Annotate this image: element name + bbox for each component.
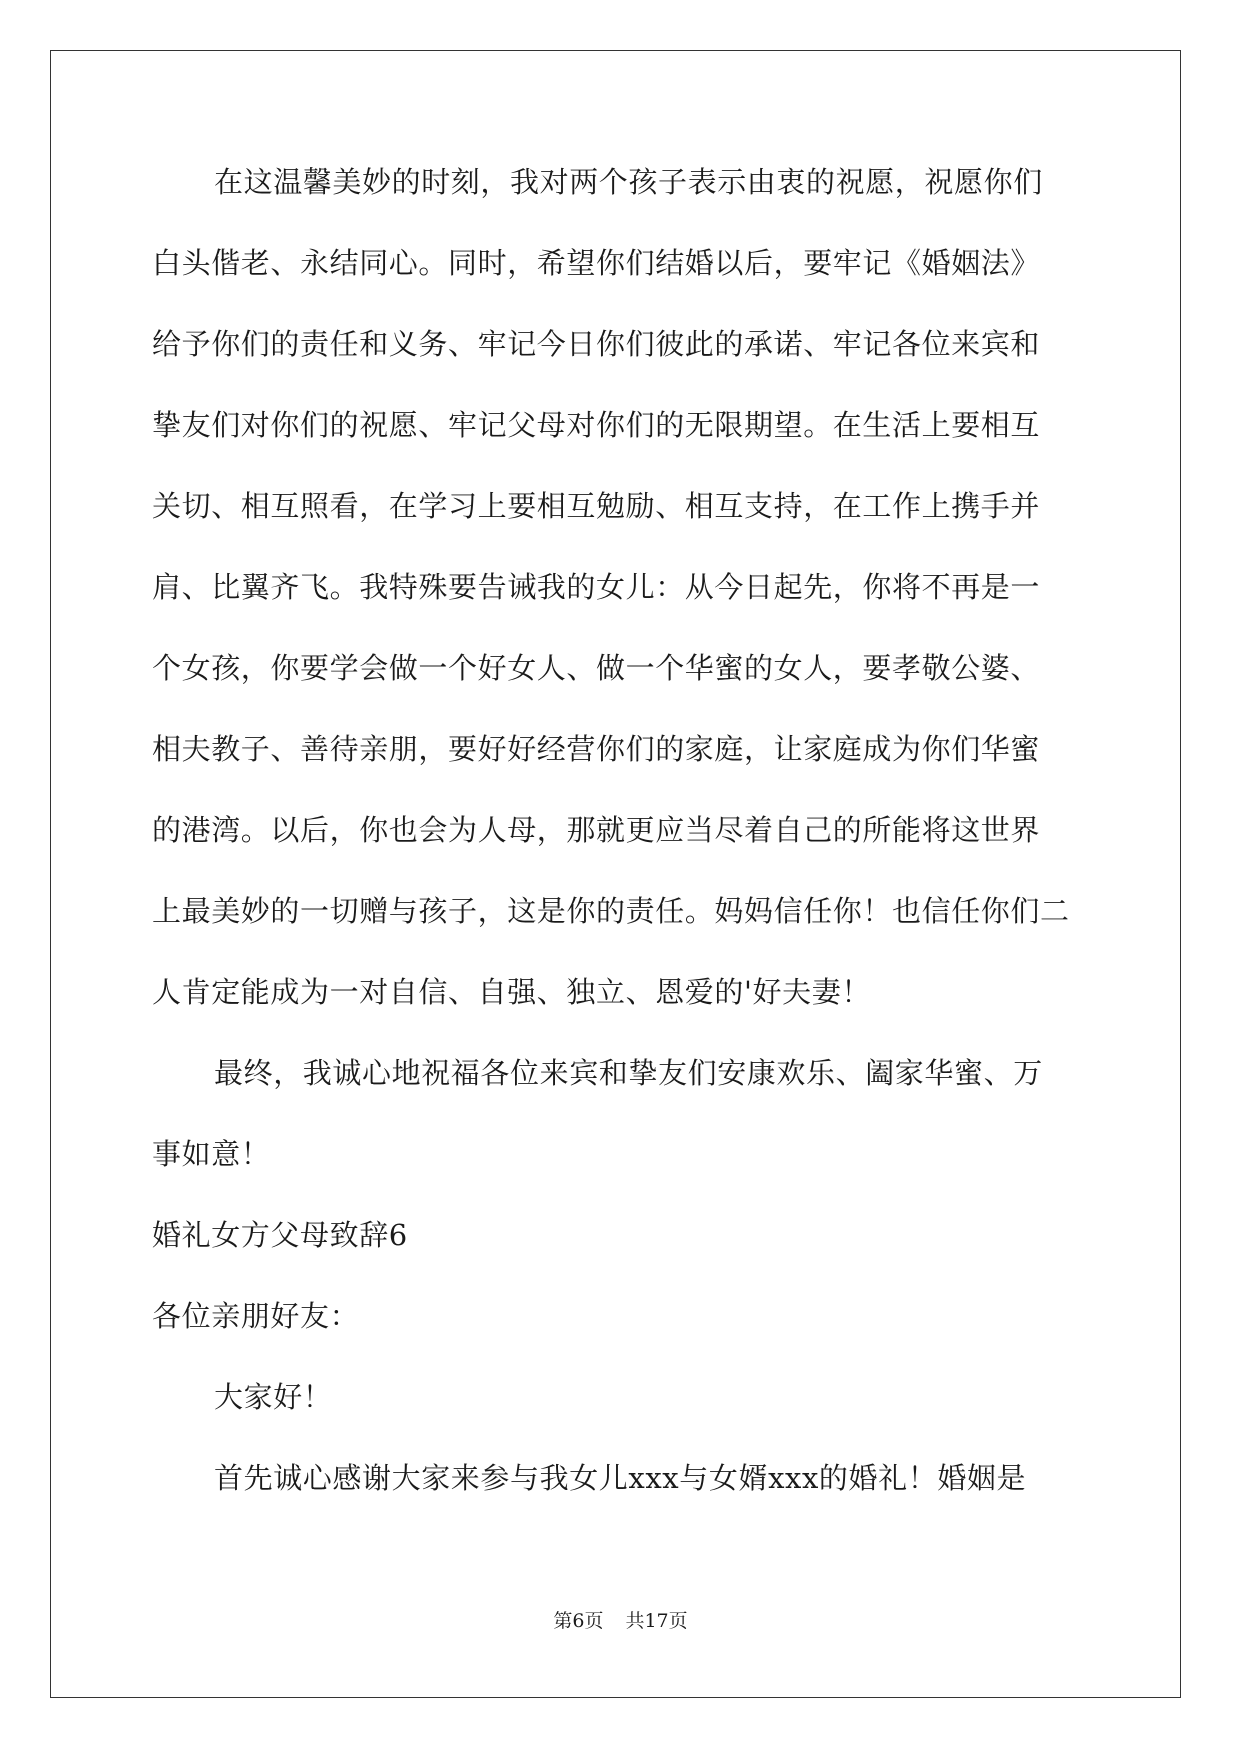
paragraph-line: 相夫教子、善待亲朋，要好好经营你们的家庭，让家庭成为你们华蜜	[152, 732, 1041, 766]
section-heading: 婚礼女方父母致辞6	[152, 1218, 408, 1252]
paragraph-line: 上最美妙的一切赠与孩子，这是你的责任。妈妈信任你！也信任你们二	[152, 894, 1070, 928]
paragraph-line: 事如意！	[152, 1137, 271, 1171]
page-total: 共17页	[625, 1610, 688, 1632]
paragraph-line: 的港湾。以后，你也会为人母，那就更应当尽着自己的所能将这世界	[152, 813, 1041, 847]
paragraph-line: 给予你们的责任和义务、牢记今日你们彼此的承诺、牢记各位来宾和	[152, 327, 1041, 361]
page-number: 第6页	[553, 1610, 604, 1632]
paragraph-line: 个女孩，你要学会做一个好女人、做一个华蜜的女人，要孝敬公婆、	[152, 651, 1041, 685]
paragraph-line: 挚友们对你们的祝愿、牢记父母对你们的无限期望。在生活上要相互	[152, 408, 1041, 442]
greeting: 大家好！	[214, 1380, 333, 1414]
paragraph-line: 关切、相互照看，在学习上要相互勉励、相互支持，在工作上携手并	[152, 489, 1041, 523]
paragraph-line: 在这温馨美妙的时刻，我对两个孩子表示由衷的祝愿，祝愿你们	[214, 165, 1043, 199]
paragraph-line: 人肯定能成为一对自信、自强、独立、恩爱的'好夫妻！	[152, 975, 871, 1009]
paragraph-line: 肩、比翼齐飞。我特殊要告诫我的女儿：从今日起先，你将不再是一	[152, 570, 1041, 604]
paragraph-line: 白头偕老、永结同心。同时，希望你们结婚以后，要牢记《婚姻法》	[152, 246, 1041, 280]
paragraph-line: 首先诚心感谢大家来参与我女儿xxx与女婿xxx的婚礼！婚姻是	[214, 1461, 1027, 1495]
paragraph-line: 最终，我诚心地祝福各位来宾和挚友们安康欢乐、阖家华蜜、万	[214, 1056, 1043, 1090]
document-body	[152, 162, 1087, 1539]
page-footer	[0, 1609, 1241, 1633]
salutation: 各位亲朋好友：	[152, 1299, 360, 1333]
